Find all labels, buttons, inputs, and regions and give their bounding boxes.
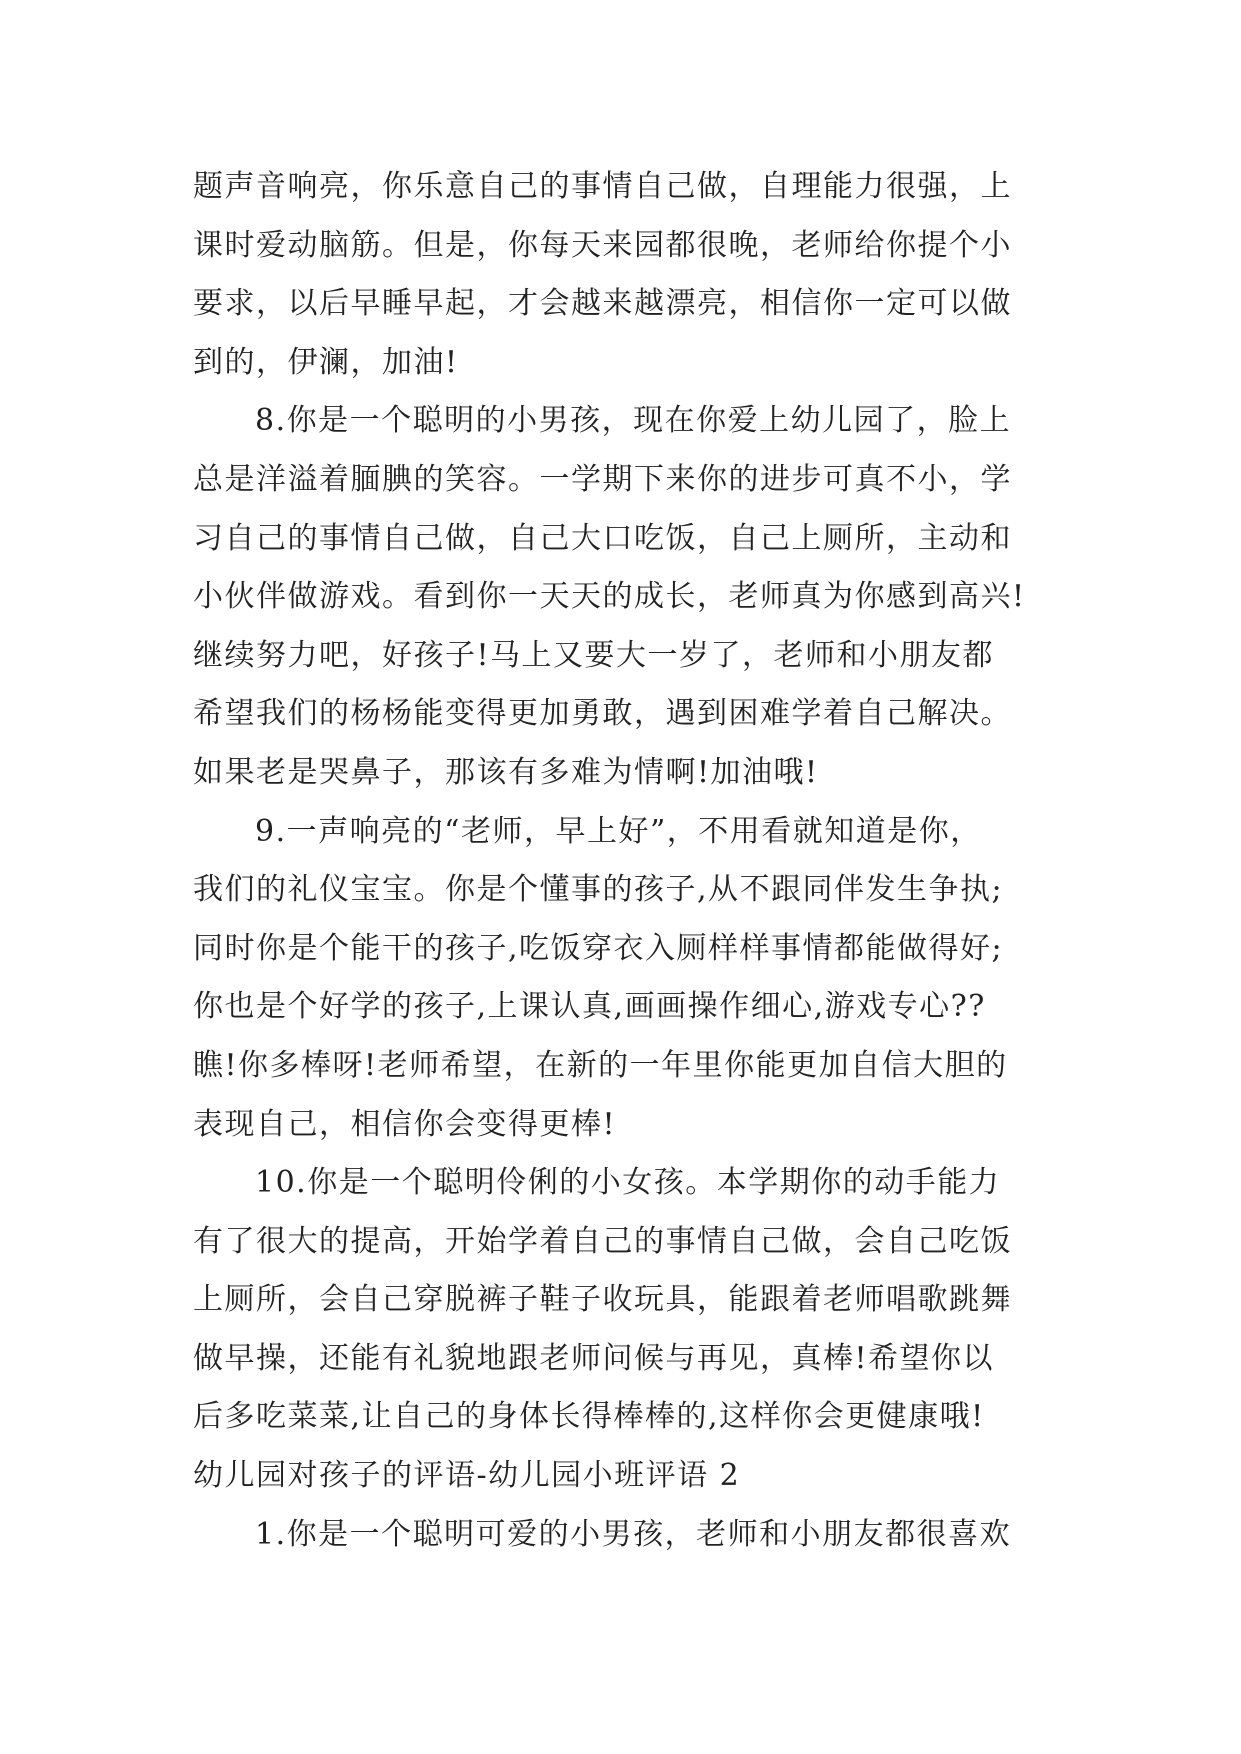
text-line: 1.你是一个聪明可爱的小男孩，老师和小朋友都很喜欢 xyxy=(255,1516,1012,1552)
document-body xyxy=(193,158,1063,1564)
text-line: 你也是个好学的孩子,上课认真,画画操作细心,游戏专心?? xyxy=(193,989,986,1025)
text-line: 做早操，还能有礼貌地跟老师问候与再见，真棒!希望你以 xyxy=(193,1340,995,1376)
text-line: 有了很大的提高，开始学着自己的事情自己做，会自己吃饭 xyxy=(193,1223,1012,1259)
text-line: 瞧!你多棒呀!老师希望，在新的一年里你能更加自信大胆的 xyxy=(193,1047,1008,1083)
text-line: 10.你是一个聪明伶俐的小女孩。本学期你的动手能力 xyxy=(255,1165,1001,1201)
text-line: 幼儿园对孩子的评语-幼儿园小班评语 2 xyxy=(193,1458,741,1494)
text-line: 9.一声响亮的“老师，早上好”，不用看就知道是你， xyxy=(255,813,982,849)
text-line: 要求，以后早睡早起，才会越来越漂亮，相信你一定可以做 xyxy=(193,286,1012,322)
text-line: 如果老是哭鼻子，那该有多难为情啊!加油哦! xyxy=(193,754,819,790)
text-line: 8.你是一个聪明的小男孩，现在你爱上幼儿园了，脸上 xyxy=(255,403,1012,439)
text-line: 总是洋溢着腼腆的笑容。一学期下来你的进步可真不小，学 xyxy=(193,461,1012,497)
text-line: 希望我们的杨杨能变得更加勇敢，遇到困难学着自己解决。 xyxy=(193,696,1012,732)
text-line: 题声音响亮，你乐意自己的事情自己做，自理能力很强，上 xyxy=(193,169,1012,204)
text-line: 表现自己，相信你会变得更棒! xyxy=(193,1106,617,1142)
text-line: 我们的礼仪宝宝。你是个懂事的孩子,从不跟同伴发生争执; xyxy=(193,872,1004,908)
text-line: 上厕所，会自己穿脱裤子鞋子收玩具，能跟着老师唱歌跳舞 xyxy=(193,1282,1012,1318)
text-line: 同时你是个能干的孩子,吃饭穿衣入厕样样事情都能做得好; xyxy=(193,930,1004,966)
text-line: 小伙伴做游戏。看到你一天天的成长，老师真为你感到高兴! xyxy=(193,579,1026,615)
text-line: 后多吃菜菜,让自己的身体长得棒棒的,这样你会更健康哦! xyxy=(193,1399,985,1435)
text-line: 习自己的事情自己做，自己大口吃饭，自己上厕所，主动和 xyxy=(193,520,1012,556)
text-line: 到的，伊澜，加油! xyxy=(193,344,459,380)
text-line: 继续努力吧，好孩子!马上又要大一岁了，老师和小朋友都 xyxy=(193,637,995,673)
text-line: 课时爱动脑筋。但是，你每天来园都很晚，老师给你提个小 xyxy=(193,227,1012,263)
